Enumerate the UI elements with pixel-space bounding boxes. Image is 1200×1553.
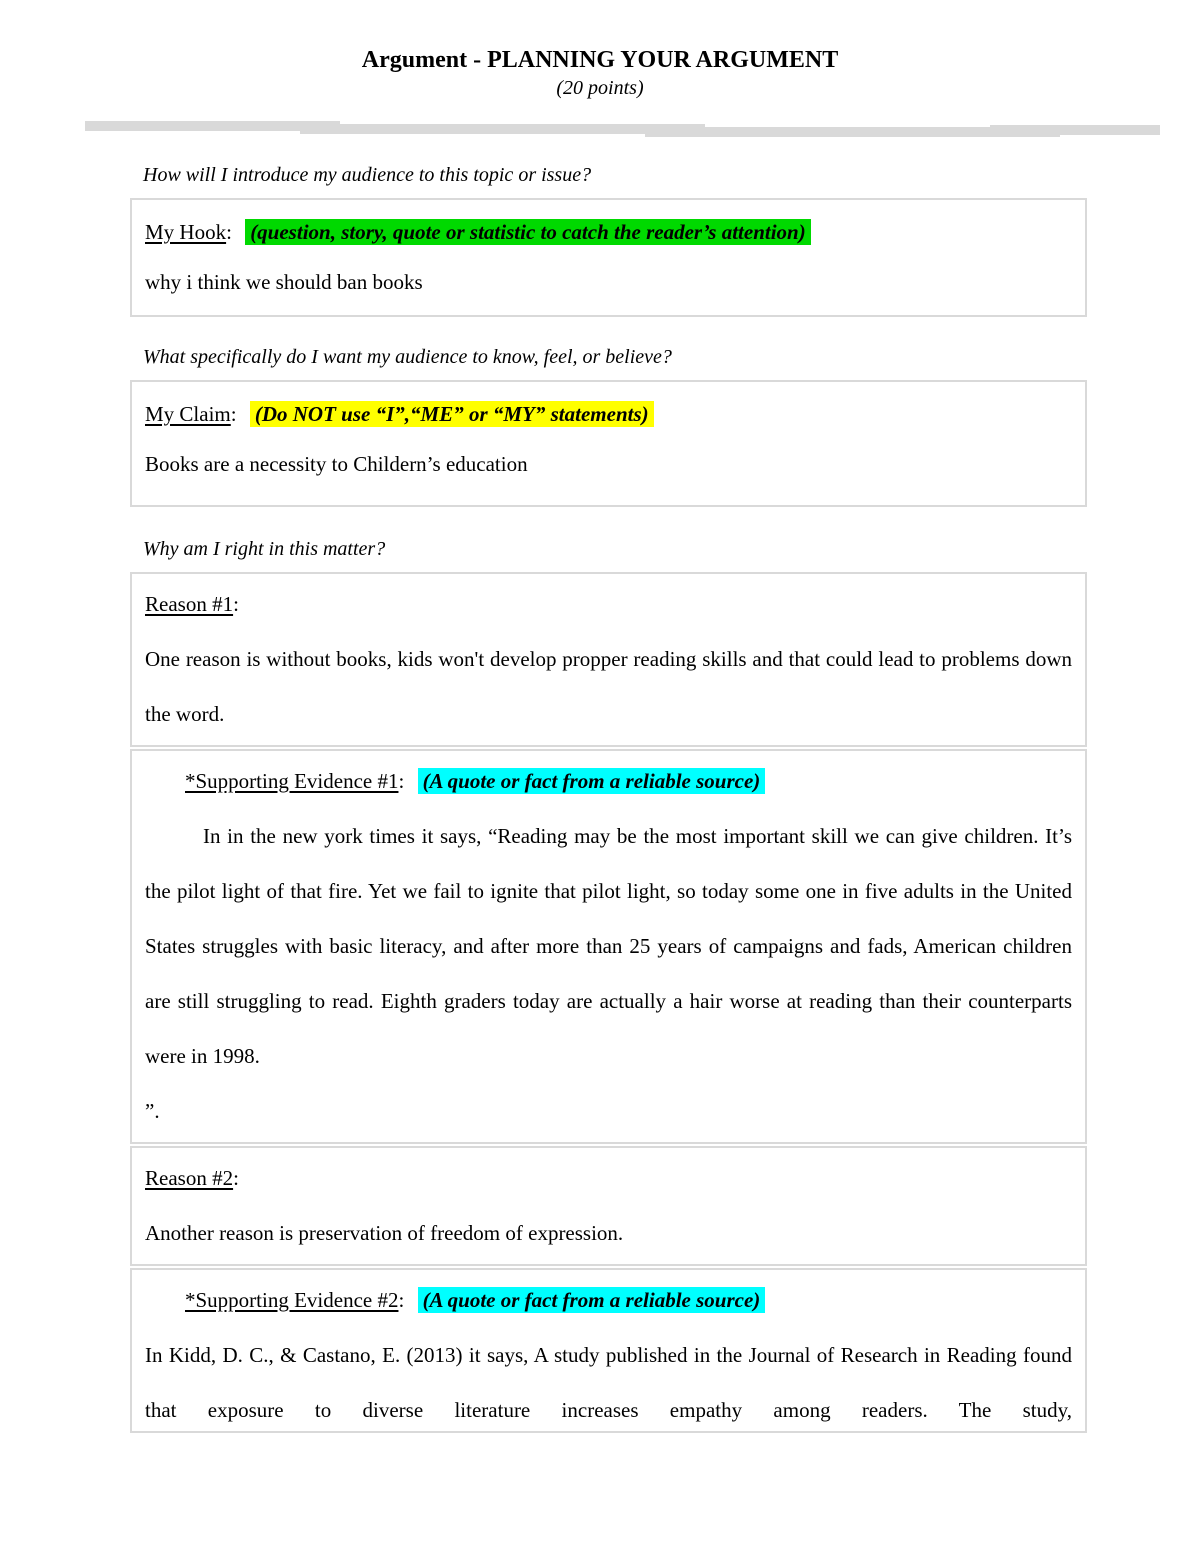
evidence1-hint: (A quote or fact from a reliable source) xyxy=(418,768,766,794)
claim-box xyxy=(130,380,1087,507)
evidence2-label: *Supporting Evidence #2 xyxy=(185,1288,399,1312)
evidence1-header xyxy=(145,754,1072,809)
claim-hint: (Do NOT use “I”,“ME” or “MY” statements) xyxy=(250,401,654,427)
reason1-header xyxy=(145,577,1072,632)
reason2-label: Reason #2 xyxy=(145,1166,234,1190)
evidence2-quote: In Kidd, D. C., & Castano, E. (2013) it says, A study published in the Journal of Research in Reading found that exposure to diverse literature increases empathy among readers. The study, xyxy=(145,1343,1072,1422)
reason1-colon: : xyxy=(233,592,239,616)
evidence2-hint: (A quote or fact from a reliable source) xyxy=(418,1287,766,1313)
prompt-hook-question: How will I introduce my audience to this topic or issue? xyxy=(143,164,592,186)
hook-hint: (question, story, quote or statistic to catch the reader’s attention) xyxy=(245,219,811,245)
reason1-text: One reason is without books, kids won't develop propper reading skills and that could lead to problems down the word. xyxy=(145,647,1072,726)
reason2-row xyxy=(130,1146,1087,1266)
hook-label: My Hook xyxy=(145,220,227,244)
prompt-reasons-question: Why am I right in this matter? xyxy=(143,538,386,560)
hook-box xyxy=(130,198,1087,317)
reasons-table xyxy=(130,572,1087,1433)
prompt-claim-question: What specifically do I want my audience to know, feel, or believe? xyxy=(143,346,672,368)
reason2-colon: : xyxy=(233,1166,239,1190)
claim-answer: Books are a necessity to Childern’s education xyxy=(145,452,528,476)
page-title: Argument - PLANNING YOUR ARGUMENT xyxy=(361,47,839,73)
hook-answer: why i think we should ban books xyxy=(145,270,423,294)
evidence1-colon: : xyxy=(398,769,405,793)
claim-header xyxy=(145,389,1072,439)
reason1-label: Reason #1 xyxy=(145,592,234,616)
section-divider-bar xyxy=(85,121,1160,139)
evidence2-row xyxy=(130,1268,1087,1433)
hook-colon: : xyxy=(226,220,232,244)
divider-segment xyxy=(990,125,1160,135)
evidence2-header xyxy=(145,1273,1072,1328)
evidence1-label: *Supporting Evidence #1 xyxy=(185,769,399,793)
document-title xyxy=(0,0,1200,100)
document-body xyxy=(130,164,1087,1433)
reason2-text: Another reason is preservation of freedom of expression. xyxy=(145,1221,624,1245)
evidence1-quote: In in the new york times it says, “Reading may be the most important skill we can give children. It’s the pilot light of that fire. Yet we fail to ignite that pilot light, so today some one in five adults in the United States struggles with basic literacy, and after more than 25 years of campaigns and fads, American children are still struggling to read. Eighth graders today are actually a hair worse at reading than their counterparts were in 1998. xyxy=(145,824,1072,1068)
points-subtitle: (20 points) xyxy=(556,77,644,99)
evidence1-closing-quote: ”. xyxy=(145,1099,160,1123)
evidence1-row xyxy=(130,749,1087,1144)
reason1-row xyxy=(130,572,1087,747)
claim-colon: : xyxy=(230,402,237,426)
evidence2-colon: : xyxy=(398,1288,405,1312)
hook-header xyxy=(145,207,1072,257)
reason2-header xyxy=(145,1151,1072,1206)
claim-label: My Claim xyxy=(145,402,231,426)
